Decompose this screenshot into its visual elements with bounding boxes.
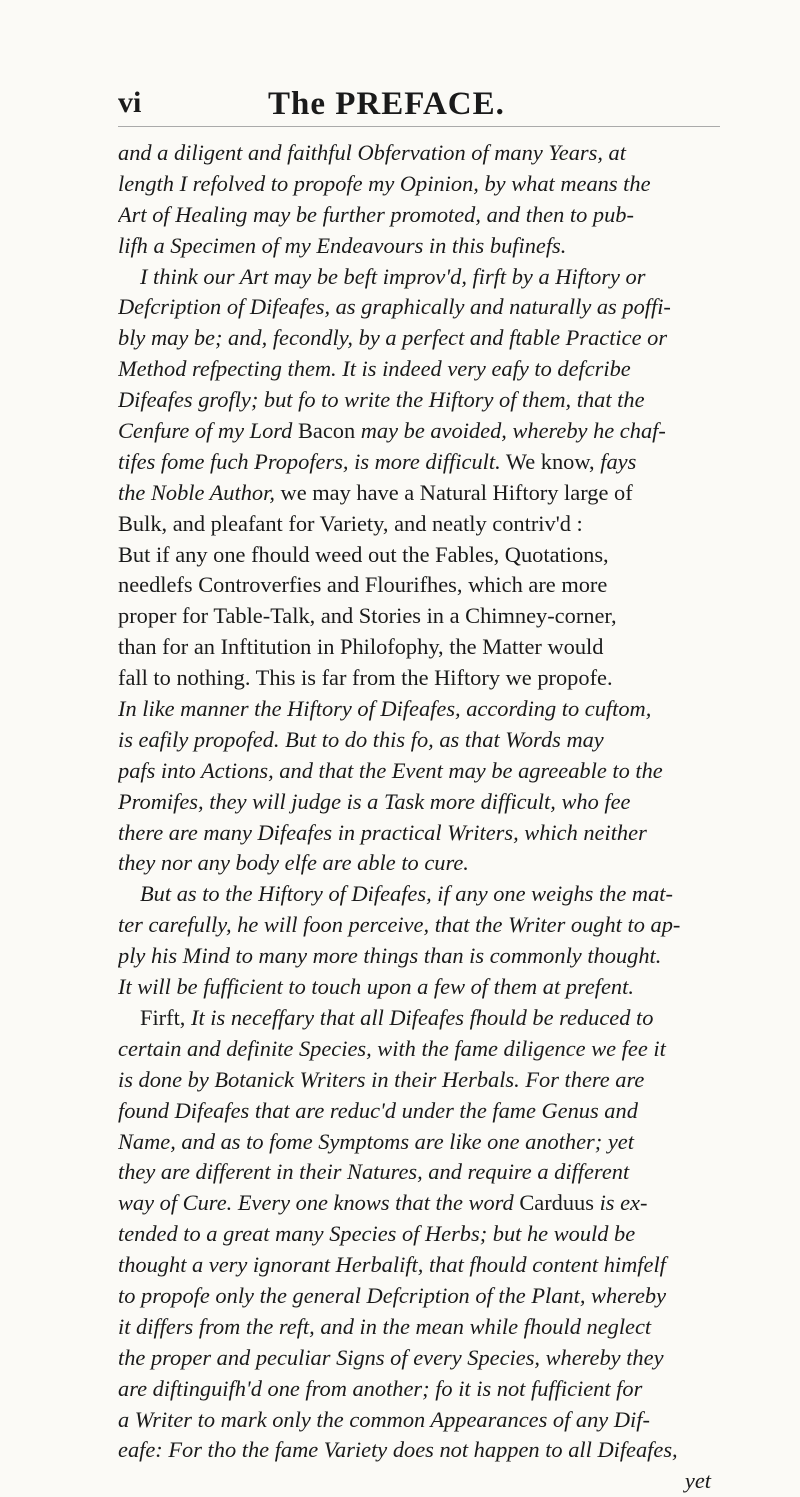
text-line [118,292,723,323]
text-segment: lifh a Specimen of my Endeavours in this bufinefs. [118,232,567,258]
text-line [118,1250,723,1281]
text-segment: fays [600,448,637,474]
text-segment: found Difeafes that are reduc'd under the fame Genus and [118,1097,638,1123]
text-segment: Bacon [297,418,356,444]
text-segment: Difeafes grofly; but fo to write the Hiftory of them, that the [118,387,645,413]
text-segment: to propofe only the general Defcription of the Plant, whereby [118,1282,667,1308]
text-line [118,447,723,478]
text-line [118,848,723,879]
text-line [118,756,723,787]
text-line [118,540,723,571]
text-line [118,1281,723,1312]
text-segment: Method refpecting them. It is indeed very eafy to defcribe [118,356,631,382]
text-segment: proper for Table-Talk, and Stories in a Chimney-corner, [118,603,617,629]
text-segment: Bulk, and pleafant for Variety, and neatly contriv'd : [118,510,583,536]
text-line [118,478,723,509]
text-segment: certain and definite Species, with the fame diligence we fee it [118,1035,666,1061]
text-segment: is eafily propofed. But to do this fo, as that Words may [118,726,604,752]
text-segment: fall to nothing. This is far from the Hiftory we propofe. [118,665,613,691]
text-line [118,262,723,293]
text-line [118,787,723,818]
text-line [118,694,723,725]
text-line [118,570,723,601]
preface-text [118,138,723,1497]
text-segment: they are different in their Natures, and require a different [118,1159,630,1185]
text-line [118,910,723,941]
text-line [118,1127,723,1158]
text-line [118,663,723,694]
text-line [118,601,723,632]
text-segment: Defcription of Difeafes, as graphically and naturally as poffi- [118,294,671,320]
text-line [118,200,723,231]
text-line [118,231,723,262]
page-header [118,86,718,128]
text-line [118,1374,723,1405]
text-line [118,972,723,1003]
text-segment: eafe: For tho the fame Variety does not happen to all Difeafes, [118,1437,678,1463]
text-segment: ter carefully, he will foon perceive, that the Writer ought to ap- [118,912,681,938]
text-segment: it differs from the reft, and in the mean while fhould neglect [118,1313,652,1339]
text-segment: Name, and as to fome Symptoms are like one another; yet [118,1128,634,1154]
text-segment: We know, [500,448,601,474]
text-segment: length I refolved to propofe my Opinion, by what means the [118,170,651,196]
text-segment: the proper and peculiar Signs of every Species, whereby they [118,1344,664,1370]
text-line [118,385,723,416]
running-head: The PREFACE. [268,86,505,122]
text-line [118,1435,723,1466]
text-line [118,1157,723,1188]
text-line [118,1188,723,1219]
text-line [118,941,723,972]
text-segment: But as to the Hiftory of Difeafes, if any one weighs the mat- [140,881,673,907]
text-segment: than for an Inftitution in Philofophy, the Matter would [118,634,604,660]
text-line [118,1034,723,1065]
text-line [118,818,723,849]
text-segment: Promifes, they will judge is a Task more difficult, who fee [118,788,631,814]
text-segment: tifes fome fuch Propofers, is more difficult. [118,448,501,474]
text-segment: ply his Mind to many more things than is commonly thought. [118,943,662,969]
text-line [118,1343,723,1374]
text-segment: Carduus [519,1190,594,1216]
text-line [118,509,723,540]
text-segment: the Noble Author, [118,479,275,505]
text-line [118,354,723,385]
text-segment: It will be fufficient to touch upon a few of them at prefent. [118,974,634,1000]
text-line [118,1096,723,1127]
catchword: yet [684,1468,711,1494]
text-segment: we may have a Natural Hiftory large of [274,479,633,505]
text-segment: It is neceffary that all Difeafes fhould be reduced to [191,1004,654,1030]
text-segment: thought a very ignorant Herbalift, that fhould content himfelf [118,1252,666,1278]
text-segment: Firft, [140,1004,192,1030]
header-rule [118,126,720,127]
text-segment: may be avoided, whereby he chaf- [355,418,666,444]
text-line [118,138,723,169]
text-segment: tended to a great many Species of Herbs; but he would be [118,1221,636,1247]
text-segment: they nor any body elfe are able to cure. [118,850,469,876]
text-line [118,1003,723,1034]
text-line [118,1312,723,1343]
text-segment: pafs into Actions, and that the Event may be agreeable to the [118,757,663,783]
text-line [118,169,723,200]
text-segment: way of Cure. Every one knows that the word [118,1190,520,1216]
page-number: vi [118,86,142,119]
text-line [118,1065,723,1096]
text-segment: and a diligent and faithful Obfervation of many Years, at [118,140,626,165]
text-line [118,323,723,354]
text-segment: Art of Healing may be further promoted, and then to pub- [118,201,634,227]
text-segment: is ex- [593,1190,648,1216]
text-line [118,725,723,756]
text-segment: are diftinguifh'd one from another; fo it is not fufficient for [118,1375,643,1401]
text-line [118,1405,723,1436]
text-segment: In like manner the Hiftory of Difeafes, according to cuftom, [118,696,652,722]
text-segment: bly may be; and, fecondly, by a perfect and ftable Practice or [118,325,668,351]
text-line [118,632,723,663]
text-line [118,879,723,910]
text-line [118,1219,723,1250]
text-segment: Cenfure of my Lord [118,418,298,444]
text-line [118,416,723,447]
text-segment: a Writer to mark only the common Appearances of any Dif- [118,1406,650,1432]
text-segment: is done by Botanick Writers in their Herbals. For there are [118,1066,645,1092]
text-segment: I think our Art may be beft improv'd, firft by a Hiftory or [140,263,646,289]
text-segment: But if any one fhould weed out the Fables, Quotations, [118,541,609,567]
text-segment: there are many Difeafes in practical Writers, which neither [118,819,647,845]
text-segment: needlefs Controverfies and Flourifhes, which are more [118,572,608,598]
